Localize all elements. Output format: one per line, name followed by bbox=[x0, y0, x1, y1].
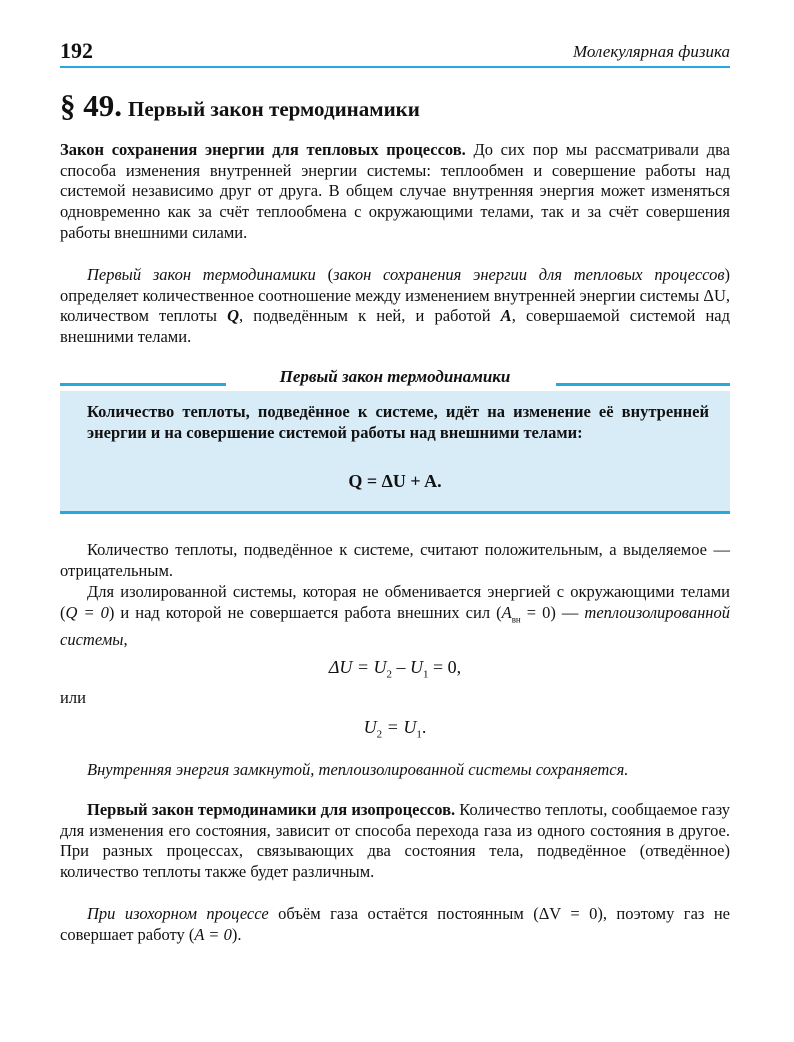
first-law-formula: Q = ΔU + A. bbox=[348, 471, 442, 491]
energy-equality-formula bbox=[60, 717, 730, 741]
formula2-tail: . bbox=[421, 717, 427, 737]
isochoric-text-2: ). bbox=[231, 924, 242, 944]
formula1-lhs: ΔU = U bbox=[328, 657, 387, 677]
page-number: 192 bbox=[60, 38, 93, 63]
law-a-symbol: A bbox=[500, 306, 512, 326]
formula2-sub1: 1 bbox=[416, 728, 422, 741]
isolated-comma: , bbox=[123, 629, 128, 649]
page-header bbox=[60, 38, 730, 68]
law-text-3: , совершаемой системой над внешними телами. bbox=[60, 306, 731, 347]
formula2-eq: = U bbox=[382, 717, 417, 737]
isoprocess-lead: Первый закон термодинамики для изопроцессов. bbox=[87, 800, 456, 819]
sign-convention-paragraph bbox=[60, 540, 730, 581]
isochoric-a-zero: A = 0 bbox=[194, 924, 232, 944]
formula1-sub1: 1 bbox=[423, 668, 429, 681]
formula1-sub2: 2 bbox=[386, 668, 393, 681]
header-rule bbox=[60, 66, 730, 68]
running-title: Молекулярная физика bbox=[572, 42, 730, 61]
energy-change-formula bbox=[60, 657, 730, 681]
isochoric-lead: При изохорном процессе bbox=[87, 904, 269, 923]
intro-paragraph bbox=[60, 140, 730, 244]
formula1-minus: – U bbox=[392, 657, 424, 677]
law-alias: закон сохранения энергии для тепловых процессов bbox=[333, 265, 725, 284]
isolated-a-symbol: A bbox=[501, 602, 512, 622]
law-text-2: , подведённым к ней, и работой bbox=[239, 306, 501, 326]
intro-lead: Закон сохранения энергии для тепловых процессов. bbox=[60, 140, 466, 159]
definition-box-title-row bbox=[60, 367, 730, 389]
isoprocess-text: Количество теплоты, сообщаемое газу для изменения его состояния, зависит от способа перехода газа из одного состояния в другое. При разных процессах, связывающих два состояния тела, подведённое (отведённое) количество теплоты также будет различным. bbox=[60, 800, 730, 882]
law-q-symbol: Q bbox=[227, 306, 240, 326]
sign-convention-text: Количество теплоты, подведённое к системе, считают положительным, а выделяемое — отрицательным. bbox=[60, 540, 730, 580]
isolated-text-2: ) и над которой не совершается работа внешних сил ( bbox=[108, 602, 502, 622]
section-heading bbox=[60, 88, 730, 124]
isolated-italic-tail: теплоизолированной системы bbox=[60, 602, 730, 649]
formula2-sub2: 2 bbox=[376, 728, 383, 741]
title-rule-right bbox=[556, 383, 730, 386]
or-word: или bbox=[60, 688, 86, 707]
isochoric-paragraph bbox=[60, 904, 730, 945]
formula2-u: U bbox=[363, 717, 377, 737]
definition-box-title: Первый закон термодинамики bbox=[279, 367, 511, 386]
isolated-q-zero: Q = 0 bbox=[65, 602, 109, 622]
formula1-tail: = 0, bbox=[428, 657, 462, 677]
isoprocess-paragraph bbox=[60, 800, 730, 883]
isolated-text-3: ) — bbox=[550, 602, 585, 622]
section-title: Первый закон термодинамики bbox=[128, 97, 420, 121]
isolated-a-subscript: вн bbox=[511, 614, 521, 624]
isolated-text-1: Для изолированной системы, которая не обменивается энергией с окружающими телами ( bbox=[60, 582, 730, 622]
isolated-system-paragraph bbox=[60, 582, 730, 650]
conservation-statement bbox=[60, 760, 730, 781]
definition-statement: Количество теплоты, подведённое к системе, идёт на изменение её внутренней энергии и на совершение системой работы над внешними телами: bbox=[87, 402, 709, 442]
intro-text: До сих пор мы рассматривали два способа изменения внутренней энергии системы: теплообмен и совершение работы над системой независимо друг от друга. В общем случае внутренняя энергия может изменяться одновременно как за счёт теплообмена с окружающими телами, так и за счёт совершения работы внешними силами. bbox=[60, 140, 730, 242]
law-term: Первый закон термодинамики bbox=[87, 265, 316, 284]
law-paragraph bbox=[60, 265, 730, 348]
isolated-a-zero: = 0 bbox=[520, 602, 551, 622]
law-text-1: ) определяет количественное соотношение между изменением внутренней энергии системы ΔU, количеством теплоты bbox=[60, 265, 730, 326]
definition-box-bottom-rule bbox=[60, 511, 730, 514]
definition-box bbox=[60, 391, 730, 511]
section-number: § 49. bbox=[60, 88, 122, 123]
isochoric-text-1: объём газа остаётся постоянным (ΔV = 0), поэтому газ не совершает работу ( bbox=[60, 904, 730, 944]
law-paren: ( bbox=[315, 265, 334, 284]
conservation-text: Внутренняя энергия замкнутой, теплоизолированной системы сохраняется. bbox=[87, 760, 629, 779]
